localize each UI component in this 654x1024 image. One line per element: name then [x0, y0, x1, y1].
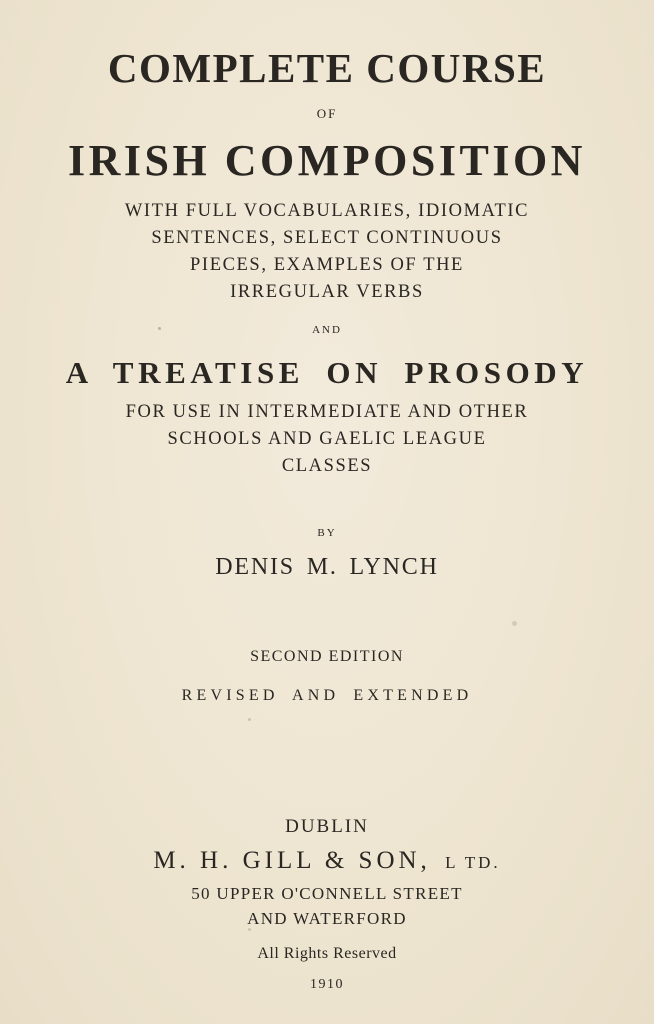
- connector-by: BY: [317, 527, 337, 539]
- book-title-main: COMPLETE COURSE: [107, 45, 547, 91]
- publication-city: DUBLIN: [285, 816, 369, 837]
- paper-speck: [248, 928, 251, 931]
- use-line: CLASSES: [281, 456, 373, 476]
- description-line: PIECES, EXAMPLES OF THE: [190, 255, 464, 275]
- treatise-title: A TREATISE ON PROSODY: [65, 355, 589, 390]
- publisher-line: [0, 848, 654, 873]
- publisher-name: M. H. GILL & SON,: [153, 847, 431, 874]
- description-line: SENTENCES, SELECT CONTINUOUS: [151, 228, 503, 248]
- paper-speck: [512, 621, 517, 626]
- publisher-address-line: 50 UPPER O'CONNELL STREET: [191, 884, 463, 903]
- use-line: SCHOOLS AND GAELIC LEAGUE: [167, 429, 487, 449]
- publisher-suffix: L TD.: [445, 853, 501, 872]
- title-connector-of: OF: [316, 106, 338, 121]
- publication-year: 1910: [310, 977, 344, 992]
- publisher-address-line: AND WATERFORD: [247, 909, 407, 928]
- rights-statement: All Rights Reserved: [257, 945, 397, 962]
- use-line: FOR USE IN INTERMEDIATE AND OTHER: [125, 402, 529, 422]
- paper-speck: [248, 718, 251, 721]
- paper-speck: [158, 327, 161, 330]
- revision-statement: REVISED AND EXTENDED: [181, 687, 473, 704]
- author-name: DENIS M. LYNCH: [215, 554, 439, 580]
- connector-and: AND: [312, 324, 342, 336]
- description-line: WITH FULL VOCABULARIES, IDIOMATIC: [124, 201, 530, 221]
- description-line: IRREGULAR VERBS: [230, 282, 424, 302]
- book-title-subject: IRISH COMPOSITION: [68, 136, 586, 185]
- edition-statement: SECOND EDITION: [250, 648, 404, 665]
